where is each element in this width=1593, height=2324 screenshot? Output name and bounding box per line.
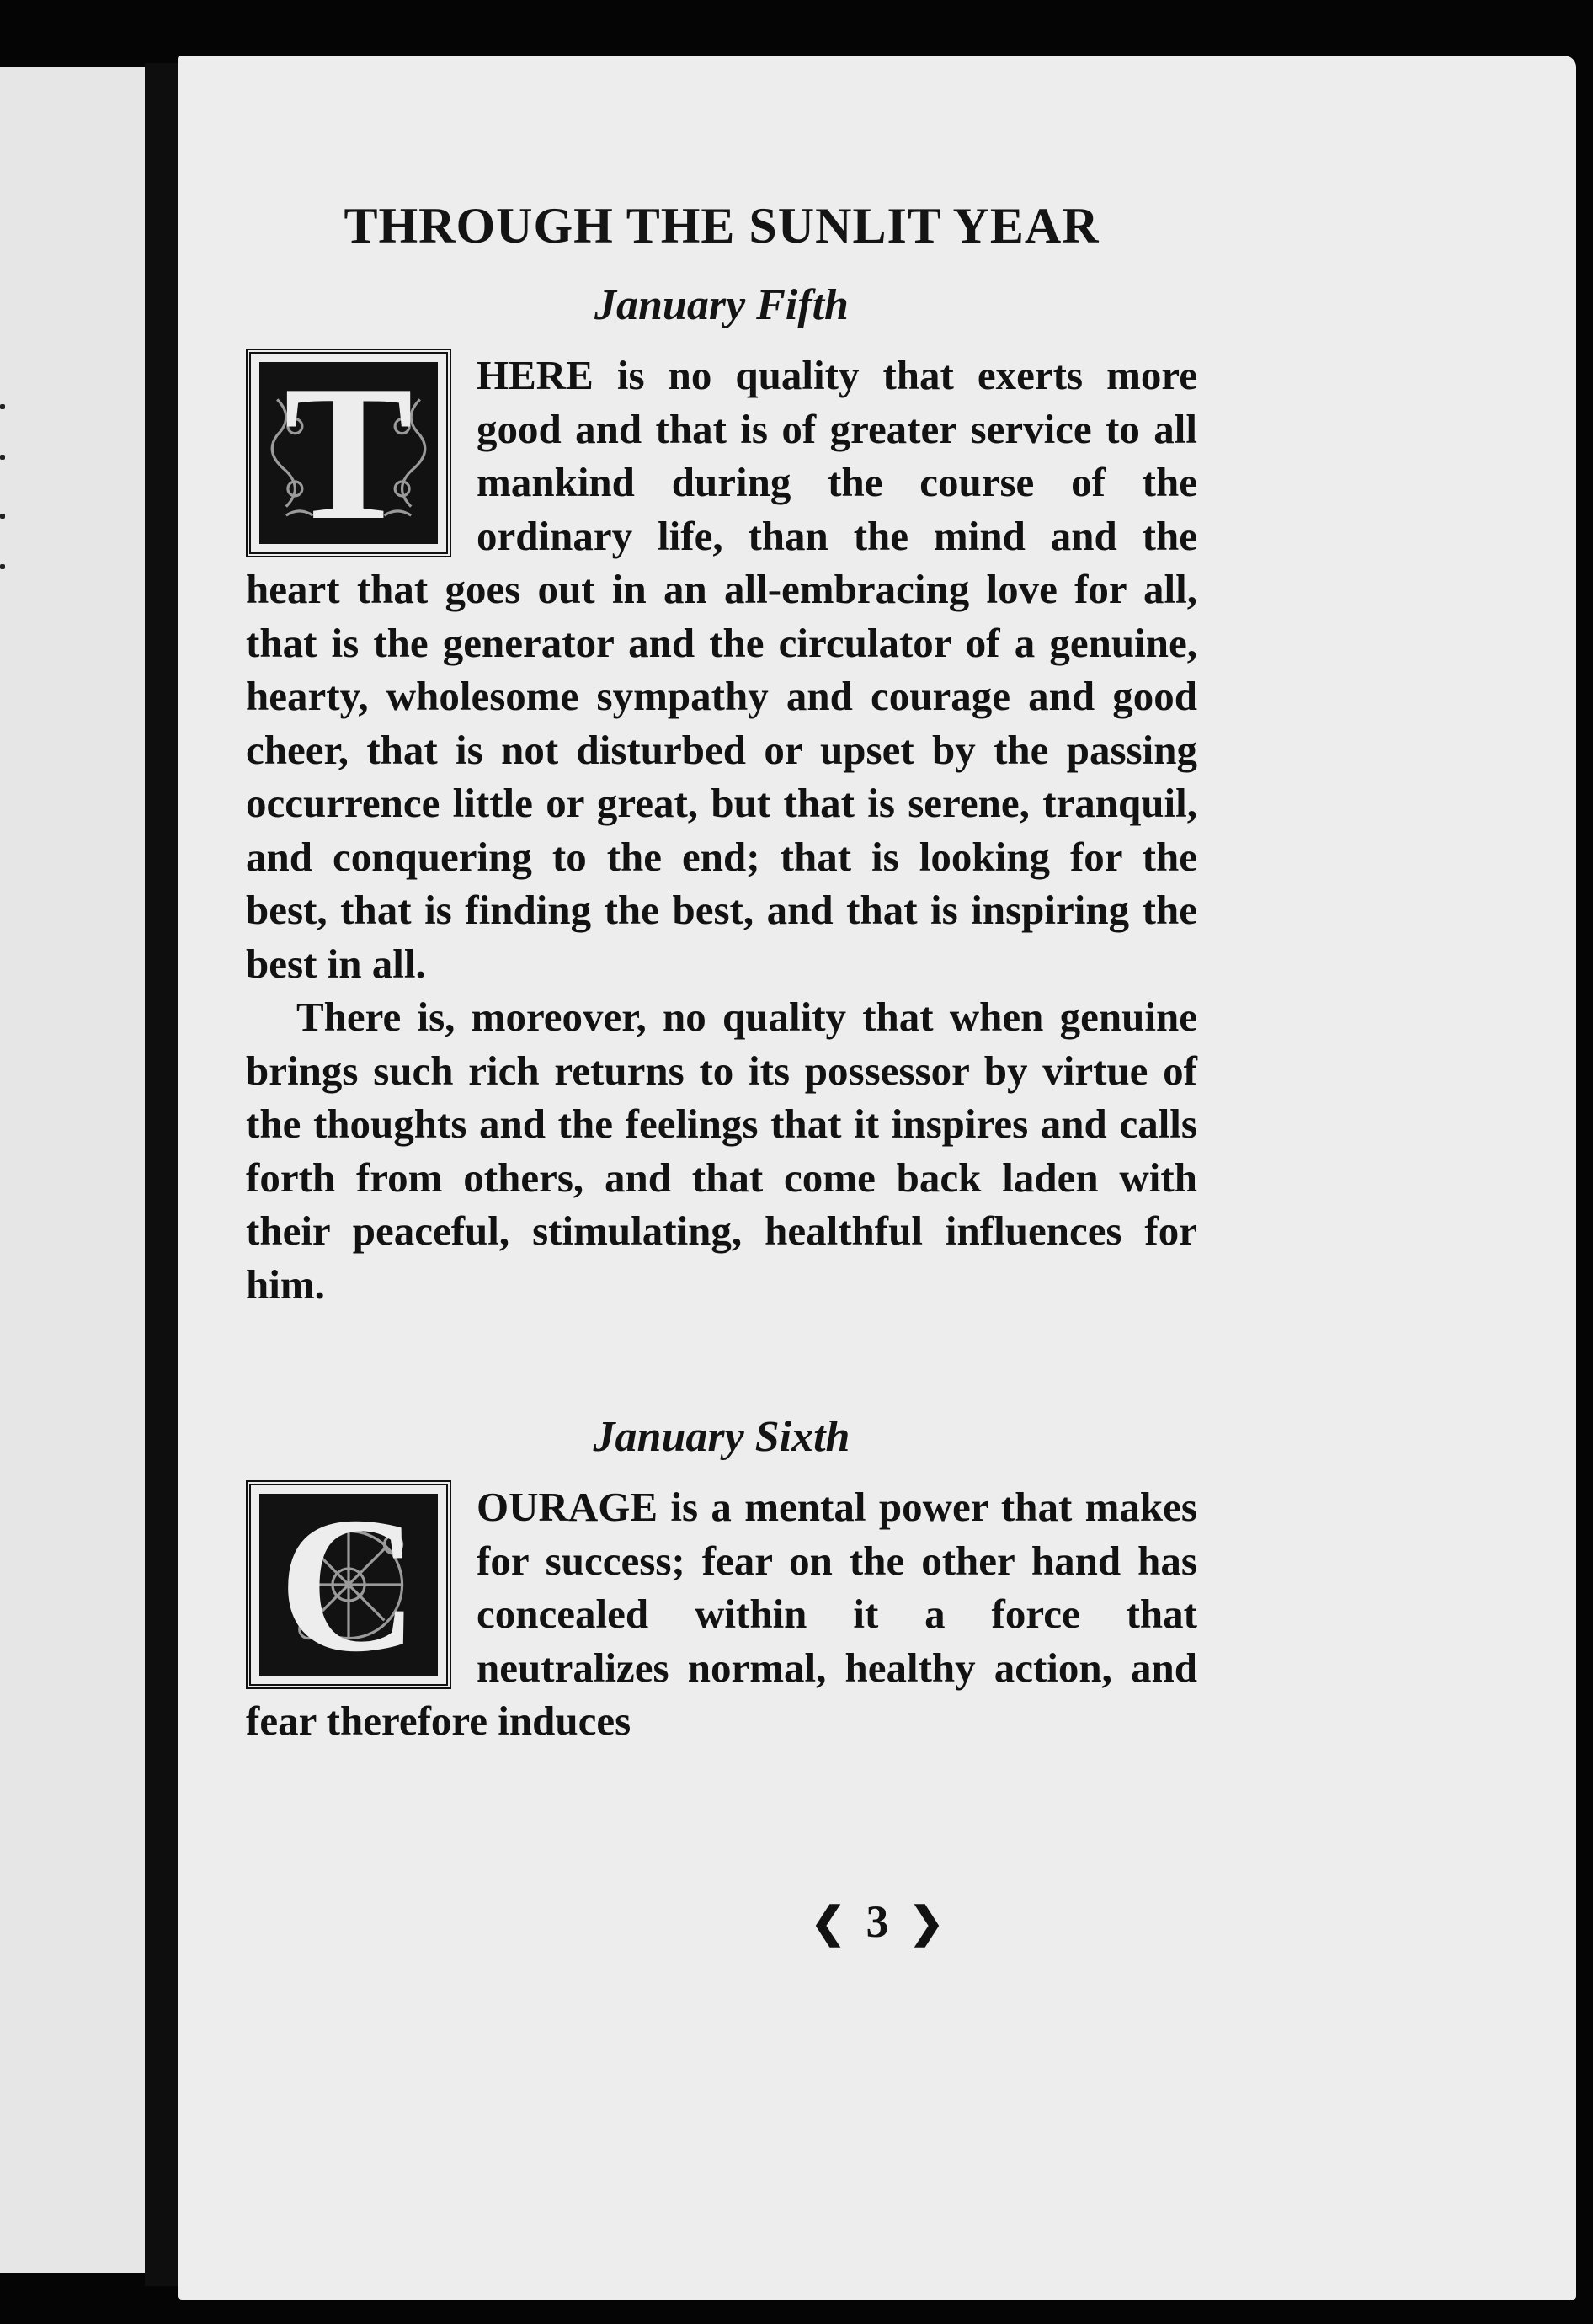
facing-page-mark [0,564,5,569]
book-binding [145,63,180,2286]
page-number [178,1895,1576,1948]
dropcap-letter: T [284,345,413,560]
dropcap-letter: C [278,1477,419,1692]
facing-page-mark [0,455,5,460]
facing-page-mark [0,514,5,519]
entry-body [246,345,1197,1311]
book-page [178,56,1576,2300]
paragraph: OURAGE is a mental power that makes for success; fear on the other hand has concealed within it a force that neutralizes normal, healthy action, and fear therefore induces [246,1484,1197,1744]
facing-page-mark [0,404,5,409]
dropcap-box [259,345,438,560]
entry-body [246,1477,1197,1748]
dropcap-ornament [246,345,451,560]
entry-date: January Fifth [594,281,849,329]
facing-page [0,67,147,2273]
ornament-left-icon: ❮ [810,1899,846,1946]
entry-date: January Sixth [593,1413,850,1461]
dropcap-ornament [246,1477,451,1692]
paragraph: HERE is no quality that exerts more good and that is of greater service to all mankind during the course of the ordinary life, than the mind and the heart that goes out in an all-embracing love for all, that is the generator and the circulator of a genuine, hearty, wholesome sympathy and courage and good cheer, that is not disturbed or upset by the passing occurrence little or great, but that is serene, tranquil, and conquering to the end; that is looking for the best, that is finding the best, and that is inspiring the best in all. [246,352,1197,987]
dropcap-box [259,1477,438,1692]
paragraph: There is, moreover, no quality that when genuine brings such rich returns to its possessor by virtue of the thoughts and the feelings that it inspires and calls forth from others, and that come back laden with their peaceful, stimulating, healthful influences for him. [246,994,1197,1308]
page-content [246,197,1197,1748]
page-number-value: 3 [866,1896,889,1947]
ornament-right-icon: ❯ [908,1899,945,1946]
running-head: THROUGH THE SUNLIT YEAR [344,198,1100,253]
